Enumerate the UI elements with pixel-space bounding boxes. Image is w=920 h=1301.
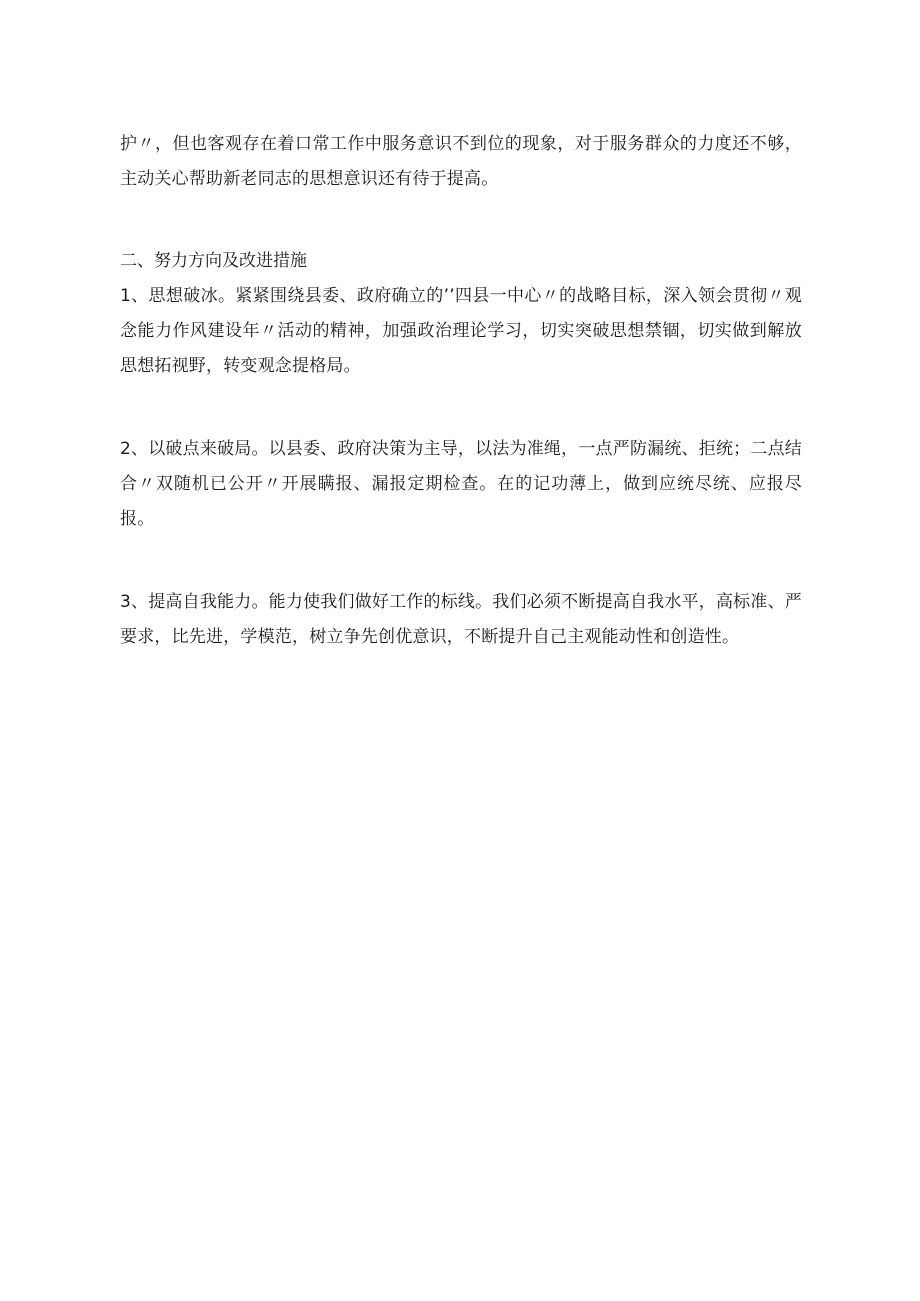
list-item-1: 1、思想破冰。紧紧围绕县委、政府确立的’’四县一中心〃的战略目标，深入领会贯彻〃观念能力作风建设年〃活动的精神，加强政治理论学习，切实突破思想禁锢，切实做到解放思想拓视野，转变观念提格局。 <box>120 286 802 376</box>
intro-paragraph: 护〃，但也客观存在着口常工作中服务意识不到位的现象，对于服务群众的力度还不够，主动关心帮助新老同志的思想意识还有待于提高。 <box>120 134 802 189</box>
list-item-3: 3、提高自我能力。能力使我们做好工作的标线。我们必须不断提高自我水平，高标准、严要求，比先进，学模范，树立争先创优意识，不断提升自己主观能动性和创造性。 <box>120 592 802 647</box>
document-body <box>120 127 802 655</box>
section-heading: 二、努力方向及改进措施 <box>120 251 307 271</box>
list-item-2: 2、以破点来破局。以县委、政府决策为主导，以法为准绳，一点严防漏统、拒统；二点结合〃双随机已公开〃开展瞒报、漏报定期检查。在的记功薄上，做到应统尽统、应报尽报。 <box>120 439 802 529</box>
